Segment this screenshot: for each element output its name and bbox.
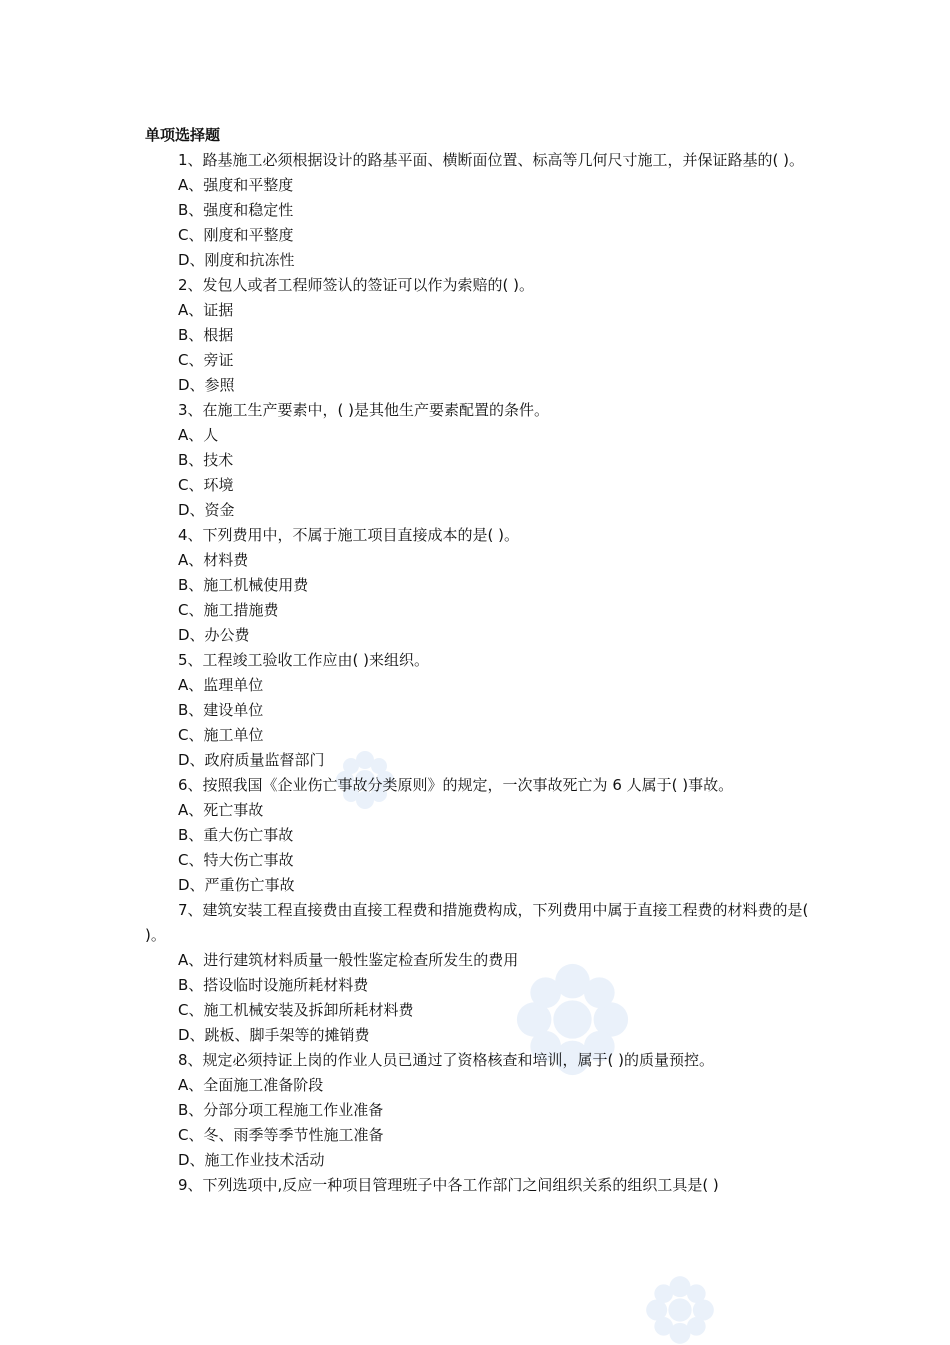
question-2 bbox=[145, 273, 810, 398]
question-text: 2、发包人或者工程师签认的签证可以作为索赔的( )。 bbox=[178, 276, 535, 294]
answer-option: B、根据 bbox=[178, 326, 234, 344]
watermark-flower-icon bbox=[645, 1275, 715, 1345]
answer-option: C、刚度和平整度 bbox=[178, 226, 294, 244]
question-text: 8、规定必须持证上岗的作业人员已通过了资格核查和培训，属于( )的质量预控。 bbox=[178, 1051, 715, 1069]
question-list bbox=[145, 148, 810, 1198]
answer-option: A、监理单位 bbox=[178, 676, 264, 694]
question-text: 9、下列选项中,反应一种项目管理班子中各工作部门之间组织关系的组织工具是( ) bbox=[178, 1176, 719, 1194]
answer-option: D、刚度和抗冻性 bbox=[178, 251, 295, 269]
answer-option: D、严重伤亡事故 bbox=[178, 876, 295, 894]
answer-option: C、施工措施费 bbox=[178, 601, 279, 619]
question-1 bbox=[145, 148, 810, 273]
answer-option: B、分部分项工程施工作业准备 bbox=[178, 1101, 384, 1119]
answer-option: A、死亡事故 bbox=[178, 801, 264, 819]
question-text: 1、路基施工必须根据设计的路基平面、横断面位置、标高等几何尺寸施工，并保证路基的( )。 bbox=[178, 151, 805, 169]
question-text: 6、按照我国《企业伤亡事故分类原则》的规定，一次事故死亡为 6 人属于( )事故。 bbox=[178, 776, 734, 794]
answer-option: C、冬、雨季等季节性施工准备 bbox=[178, 1126, 384, 1144]
answer-option: A、材料费 bbox=[178, 551, 249, 569]
answer-option: B、强度和稳定性 bbox=[178, 201, 294, 219]
answer-option: D、资金 bbox=[178, 501, 235, 519]
answer-option: B、重大伤亡事故 bbox=[178, 826, 294, 844]
question-7 bbox=[145, 898, 810, 1048]
answer-option: D、政府质量监督部门 bbox=[178, 751, 325, 769]
answer-option: A、全面施工准备阶段 bbox=[178, 1076, 324, 1094]
answer-option: C、环境 bbox=[178, 476, 234, 494]
question-6 bbox=[145, 773, 810, 898]
answer-option: B、建设单位 bbox=[178, 701, 264, 719]
answer-option: D、施工作业技术活动 bbox=[178, 1151, 325, 1169]
answer-option: C、施工机械安装及拆卸所耗材料费 bbox=[178, 1001, 414, 1019]
answer-option: A、人 bbox=[178, 426, 219, 444]
answer-option: D、跳板、脚手架等的摊销费 bbox=[178, 1026, 370, 1044]
answer-option: B、搭设临时设施所耗材料费 bbox=[178, 976, 369, 994]
question-text: 3、在施工生产要素中，( )是其他生产要素配置的条件。 bbox=[178, 401, 550, 419]
answer-option: C、特大伤亡事故 bbox=[178, 851, 294, 869]
answer-option: A、强度和平整度 bbox=[178, 176, 294, 194]
question-text: 7、建筑安装工程直接费由直接工程费和措施费构成，下列费用中属于直接工程费的材料费的是( )。 bbox=[145, 901, 809, 944]
answer-option: D、办公费 bbox=[178, 626, 250, 644]
answer-option: B、施工机械使用费 bbox=[178, 576, 309, 594]
answer-option: D、参照 bbox=[178, 376, 235, 394]
question-3 bbox=[145, 398, 810, 523]
question-text: 4、下列费用中，不属于施工项目直接成本的是( )。 bbox=[178, 526, 520, 544]
question-4 bbox=[145, 523, 810, 648]
answer-option: C、施工单位 bbox=[178, 726, 264, 744]
question-5 bbox=[145, 648, 810, 773]
question-text: 5、工程竣工验收工作应由( )来组织。 bbox=[178, 651, 430, 669]
answer-option: B、技术 bbox=[178, 451, 234, 469]
answer-option: C、旁证 bbox=[178, 351, 234, 369]
document-page bbox=[145, 123, 810, 1198]
answer-option: A、证据 bbox=[178, 301, 234, 319]
answer-option: A、进行建筑材料质量一般性鉴定检查所发生的费用 bbox=[178, 951, 519, 969]
question-9 bbox=[145, 1173, 810, 1198]
section-title: 单项选择题 bbox=[145, 126, 221, 144]
question-8 bbox=[145, 1048, 810, 1173]
